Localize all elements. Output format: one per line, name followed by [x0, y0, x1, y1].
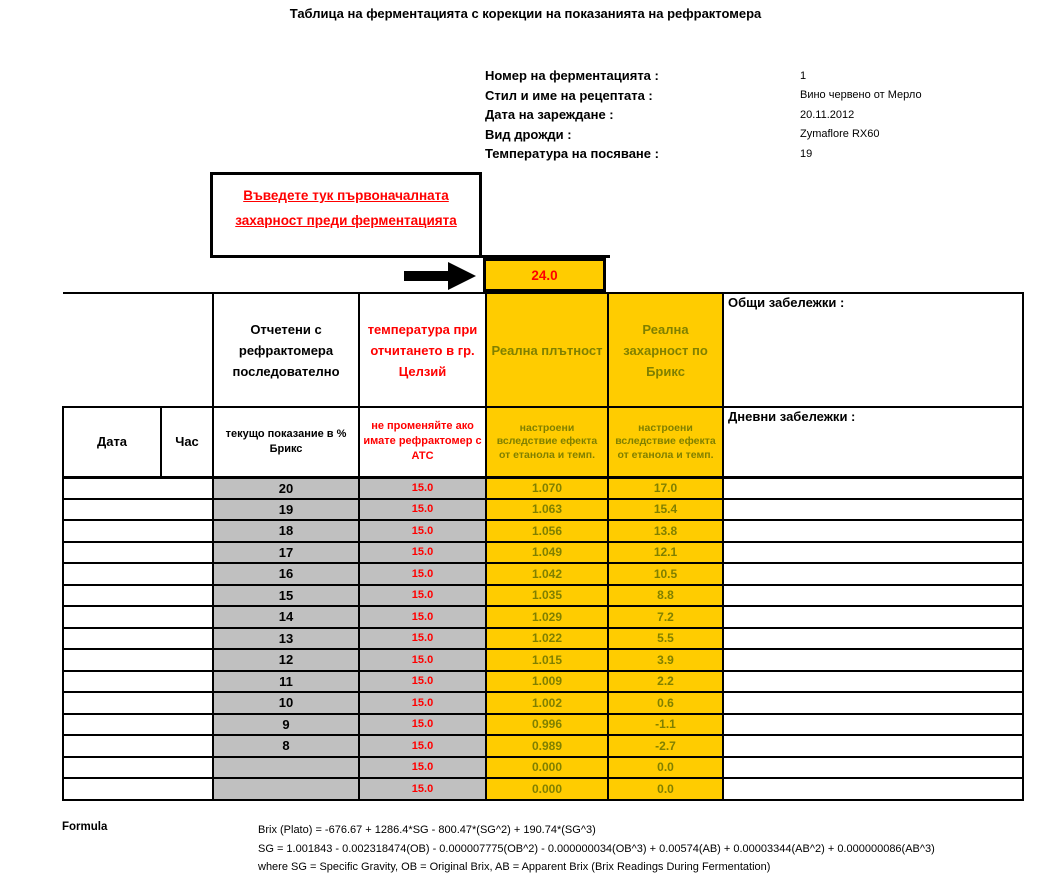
daily-note-cell[interactable] [723, 542, 1023, 564]
info-value-yeast[interactable]: Zymaflore RX60 [800, 128, 880, 141]
temperature-cell[interactable]: 15.0 [359, 606, 486, 628]
temperature-cell[interactable]: 15.0 [359, 563, 486, 585]
brix-reading-cell[interactable]: 17 [213, 542, 359, 564]
table-row [63, 628, 1023, 650]
daily-note-cell[interactable] [723, 649, 1023, 671]
readings-group-header: Отчетени с рефрактомера последователно [213, 293, 359, 407]
date-time-cell[interactable] [63, 542, 213, 564]
column-header-row [63, 407, 1023, 477]
info-label-number: Номер на ферментацията : [485, 68, 659, 84]
table-row [63, 692, 1023, 714]
temperature-cell[interactable]: 15.0 [359, 499, 486, 521]
real-sugar-cell: 0.0 [608, 757, 723, 779]
density-column-note: настроени вследствие ефекта от етанола и темп. [486, 407, 608, 477]
real-density-cell: 0.989 [486, 735, 608, 757]
real-sugar-cell: 13.8 [608, 520, 723, 542]
table-row [63, 671, 1023, 693]
daily-note-cell[interactable] [723, 477, 1023, 499]
brix-reading-cell[interactable]: 16 [213, 563, 359, 585]
brix-reading-cell[interactable]: 15 [213, 585, 359, 607]
general-notes-header[interactable]: Общи забележки : [723, 293, 1023, 407]
real-density-cell: 0.000 [486, 778, 608, 800]
real-density-cell: 1.002 [486, 692, 608, 714]
fermentation-table [62, 292, 1024, 801]
formula-line-legend: where SG = Specific Gravity, OB = Original Brix, AB = Apparent Brix (Brix Readings During Fermentation) [258, 861, 771, 873]
brix-reading-cell[interactable] [213, 757, 359, 779]
brix-reading-cell[interactable]: 9 [213, 714, 359, 736]
density-group-header: Реална плътност [486, 293, 608, 407]
real-sugar-cell: -1.1 [608, 714, 723, 736]
temperature-cell[interactable]: 15.0 [359, 735, 486, 757]
date-time-cell[interactable] [63, 563, 213, 585]
date-time-cell[interactable] [63, 714, 213, 736]
real-sugar-cell: 0.6 [608, 692, 723, 714]
info-row [485, 105, 1005, 125]
date-time-cell[interactable] [63, 692, 213, 714]
info-row [485, 125, 1005, 145]
info-row [485, 66, 1005, 86]
real-density-cell: 1.042 [486, 563, 608, 585]
temperature-cell[interactable]: 15.0 [359, 649, 486, 671]
daily-notes-header[interactable]: Дневни забележки : [723, 407, 1023, 477]
temperature-group-header: температура при отчитането в гр. Целзий [359, 293, 486, 407]
brix-reading-cell[interactable] [213, 778, 359, 800]
initial-brix-instruction-box [210, 172, 482, 258]
initial-brix-instruction: Въведете тук първоначалната захарност преди ферментацията [235, 188, 457, 228]
real-sugar-cell: 15.4 [608, 499, 723, 521]
daily-note-cell[interactable] [723, 735, 1023, 757]
info-value-pitch-temp[interactable]: 19 [800, 147, 813, 160]
fermentation-info-block [485, 66, 1005, 164]
real-sugar-cell: 7.2 [608, 606, 723, 628]
table-row [63, 477, 1023, 499]
brix-reading-cell[interactable]: 8 [213, 735, 359, 757]
temp-column-note: не променяйте ако имате рефрактомер с АТС [359, 407, 486, 477]
info-label-yeast: Вид дрожди : [485, 126, 572, 142]
real-density-cell: 1.070 [486, 477, 608, 499]
brix-reading-cell[interactable]: 19 [213, 499, 359, 521]
brix-reading-cell[interactable]: 14 [213, 606, 359, 628]
real-density-cell: 1.022 [486, 628, 608, 650]
date-time-cell[interactable] [63, 585, 213, 607]
real-sugar-cell: 3.9 [608, 649, 723, 671]
date-time-cell[interactable] [63, 628, 213, 650]
table-row [63, 714, 1023, 736]
real-density-cell: 1.049 [486, 542, 608, 564]
table-row [63, 606, 1023, 628]
info-label-start-date: Дата на зареждане : [485, 107, 614, 123]
date-time-cell[interactable] [63, 520, 213, 542]
date-time-cell[interactable] [63, 778, 213, 800]
temperature-cell[interactable]: 15.0 [359, 778, 486, 800]
temperature-cell[interactable]: 15.0 [359, 542, 486, 564]
date-column-header: Дата [63, 407, 161, 477]
table-row [63, 649, 1023, 671]
real-sugar-cell: 5.5 [608, 628, 723, 650]
sugar-column-note: настроени вследствие ефекта от етанола и темп. [608, 407, 723, 477]
daily-note-cell[interactable] [723, 757, 1023, 779]
brix-column-header: текущо показание в % Брикс [213, 407, 359, 477]
table-row [63, 585, 1023, 607]
table-row [63, 735, 1023, 757]
group-header-row [63, 293, 1023, 407]
info-label-pitch-temp: Температура на посяване : [485, 146, 659, 162]
daily-note-cell[interactable] [723, 520, 1023, 542]
brix-reading-cell[interactable]: 10 [213, 692, 359, 714]
info-label-recipe: Стил и име на рецептата : [485, 87, 653, 103]
real-density-cell: 1.035 [486, 585, 608, 607]
real-density-cell: 1.063 [486, 499, 608, 521]
table-row [63, 563, 1023, 585]
daily-note-cell[interactable] [723, 563, 1023, 585]
table-row [63, 499, 1023, 521]
daily-note-cell[interactable] [723, 692, 1023, 714]
page-title: Таблица на ферментацията с корекции на показанията на рефрактомера [289, 6, 762, 21]
real-sugar-cell: 17.0 [608, 477, 723, 499]
temperature-cell[interactable]: 15.0 [359, 692, 486, 714]
real-sugar-cell: 10.5 [608, 563, 723, 585]
real-density-cell: 0.000 [486, 757, 608, 779]
corner-empty-cell [63, 293, 213, 407]
table-row [63, 542, 1023, 564]
arrow-right-icon [404, 262, 476, 290]
date-time-cell[interactable] [63, 606, 213, 628]
real-density-cell: 0.996 [486, 714, 608, 736]
brix-reading-cell[interactable]: 20 [213, 477, 359, 499]
real-sugar-cell: 2.2 [608, 671, 723, 693]
info-value-number[interactable]: 1 [800, 69, 807, 82]
info-value-recipe[interactable]: Вино червено от Мерло [800, 89, 922, 102]
info-value-start-date[interactable]: 20.11.2012 [800, 108, 855, 121]
real-density-cell: 1.029 [486, 606, 608, 628]
date-time-cell[interactable] [63, 649, 213, 671]
daily-note-cell[interactable] [723, 671, 1023, 693]
daily-note-cell[interactable] [723, 499, 1023, 521]
fermentation-rows [63, 477, 1023, 800]
time-column-header: Час [161, 407, 213, 477]
brix-reading-cell[interactable]: 18 [213, 520, 359, 542]
initial-brix-input-cell[interactable]: 24.0 [483, 258, 606, 292]
temperature-cell[interactable]: 15.0 [359, 628, 486, 650]
brix-reading-cell[interactable]: 12 [213, 649, 359, 671]
real-density-cell: 1.015 [486, 649, 608, 671]
formula-label: Formula [62, 821, 108, 833]
temperature-cell[interactable]: 15.0 [359, 757, 486, 779]
date-time-cell[interactable] [63, 735, 213, 757]
temperature-cell[interactable]: 15.0 [359, 520, 486, 542]
info-row [485, 144, 1005, 164]
formula-lines [258, 821, 935, 877]
daily-note-cell[interactable] [723, 606, 1023, 628]
daily-note-cell[interactable] [723, 585, 1023, 607]
date-time-cell[interactable] [63, 499, 213, 521]
real-density-cell: 1.009 [486, 671, 608, 693]
temperature-cell[interactable]: 15.0 [359, 585, 486, 607]
real-density-cell: 1.056 [486, 520, 608, 542]
real-sugar-cell: 8.8 [608, 585, 723, 607]
table-row [63, 520, 1023, 542]
daily-note-cell[interactable] [723, 628, 1023, 650]
info-row [485, 86, 1005, 106]
temperature-cell[interactable]: 15.0 [359, 477, 486, 499]
table-row [63, 757, 1023, 779]
sugar-group-header: Реална захарност по Брикс [608, 293, 723, 407]
real-sugar-cell: 12.1 [608, 542, 723, 564]
date-time-cell[interactable] [63, 757, 213, 779]
brix-reading-cell[interactable]: 11 [213, 671, 359, 693]
daily-note-cell[interactable] [723, 778, 1023, 800]
formula-line-sg: SG = 1.001843 - 0.002318474(OB) - 0.000007775(OB^2) - 0.000000034(OB^3) + 0.00574(AB) + 0.00003344(AB^2) + 0.000000086(AB^3) [258, 842, 935, 855]
temperature-cell[interactable]: 15.0 [359, 714, 486, 736]
table-row [63, 778, 1023, 800]
formula-line-brix: Brix (Plato) = -676.67 + 1286.4*SG - 800.47*(SG^2) + 190.74*(SG^3) [258, 824, 596, 836]
date-time-cell[interactable] [63, 671, 213, 693]
brix-reading-cell[interactable]: 13 [213, 628, 359, 650]
temperature-cell[interactable]: 15.0 [359, 671, 486, 693]
real-sugar-cell: 0.0 [608, 778, 723, 800]
real-sugar-cell: -2.7 [608, 735, 723, 757]
date-time-cell[interactable] [63, 477, 213, 499]
daily-note-cell[interactable] [723, 714, 1023, 736]
